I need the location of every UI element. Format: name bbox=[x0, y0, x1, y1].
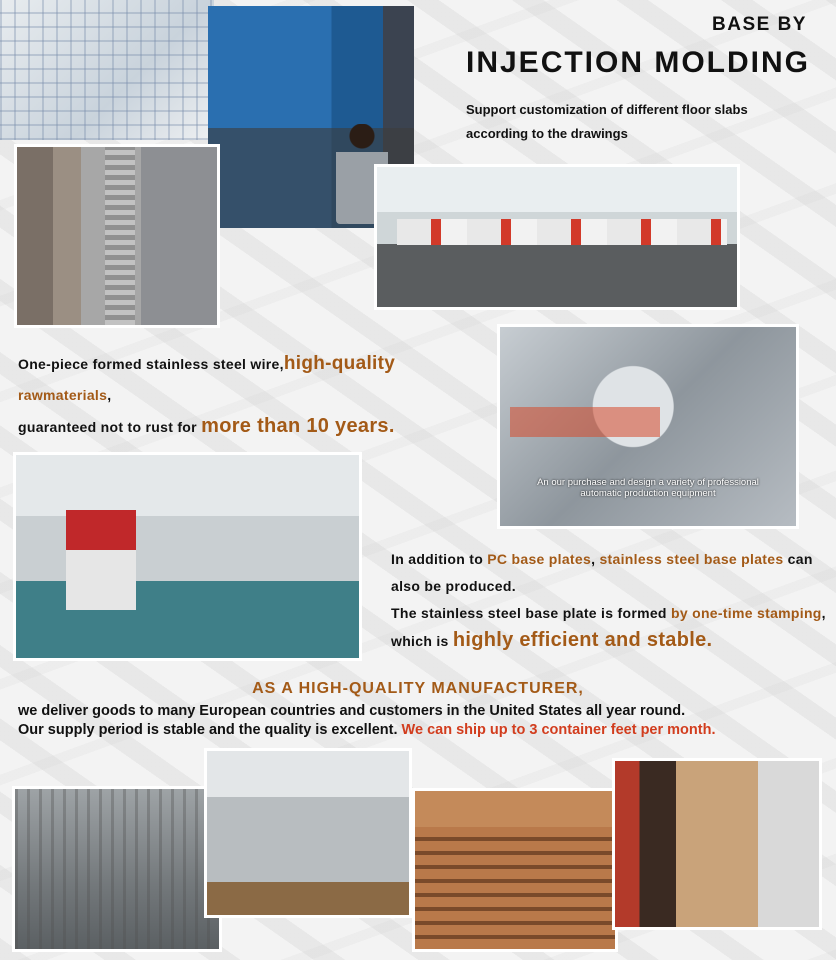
stamping-press-photo bbox=[13, 452, 362, 661]
floor-slab-photo bbox=[0, 0, 214, 140]
packed-bases-photo bbox=[12, 786, 222, 952]
page-title: INJECTION MOLDING bbox=[466, 46, 811, 79]
automation-caption: An our purchase and design a variety of professional automatic production equipment bbox=[537, 477, 759, 499]
container-loading-photo bbox=[612, 758, 822, 930]
mold-closeup-photo bbox=[14, 144, 220, 328]
spring-machine-photo bbox=[497, 324, 799, 529]
manufacturer-description: we deliver goods to many European countries and customers in the United States all year round. Our supply period is stable and the quality is excellent. We can ship up to 3 container feet per month. bbox=[18, 703, 716, 738]
subtitle: Support customization of different floor slabs according to the drawings bbox=[466, 102, 748, 141]
workshop-photo bbox=[374, 164, 740, 310]
plates-description: In addition to PC base plates, stainless steel base plates can also be produced. The stainless steel base plate is formed by one-time stamping, which is highly efficient and stable. bbox=[391, 551, 826, 651]
wire-description: One-piece formed stainless steel wire,high-quality rawmaterials, guaranteed not to rust for more than 10 years. bbox=[18, 353, 396, 437]
base-by-label: BASE BY bbox=[712, 14, 807, 35]
manufacturer-heading: AS A HIGH-QUALITY MANUFACTURER, bbox=[252, 680, 584, 697]
carton-stack-photo bbox=[412, 788, 618, 952]
bagged-bases-photo bbox=[204, 748, 412, 918]
